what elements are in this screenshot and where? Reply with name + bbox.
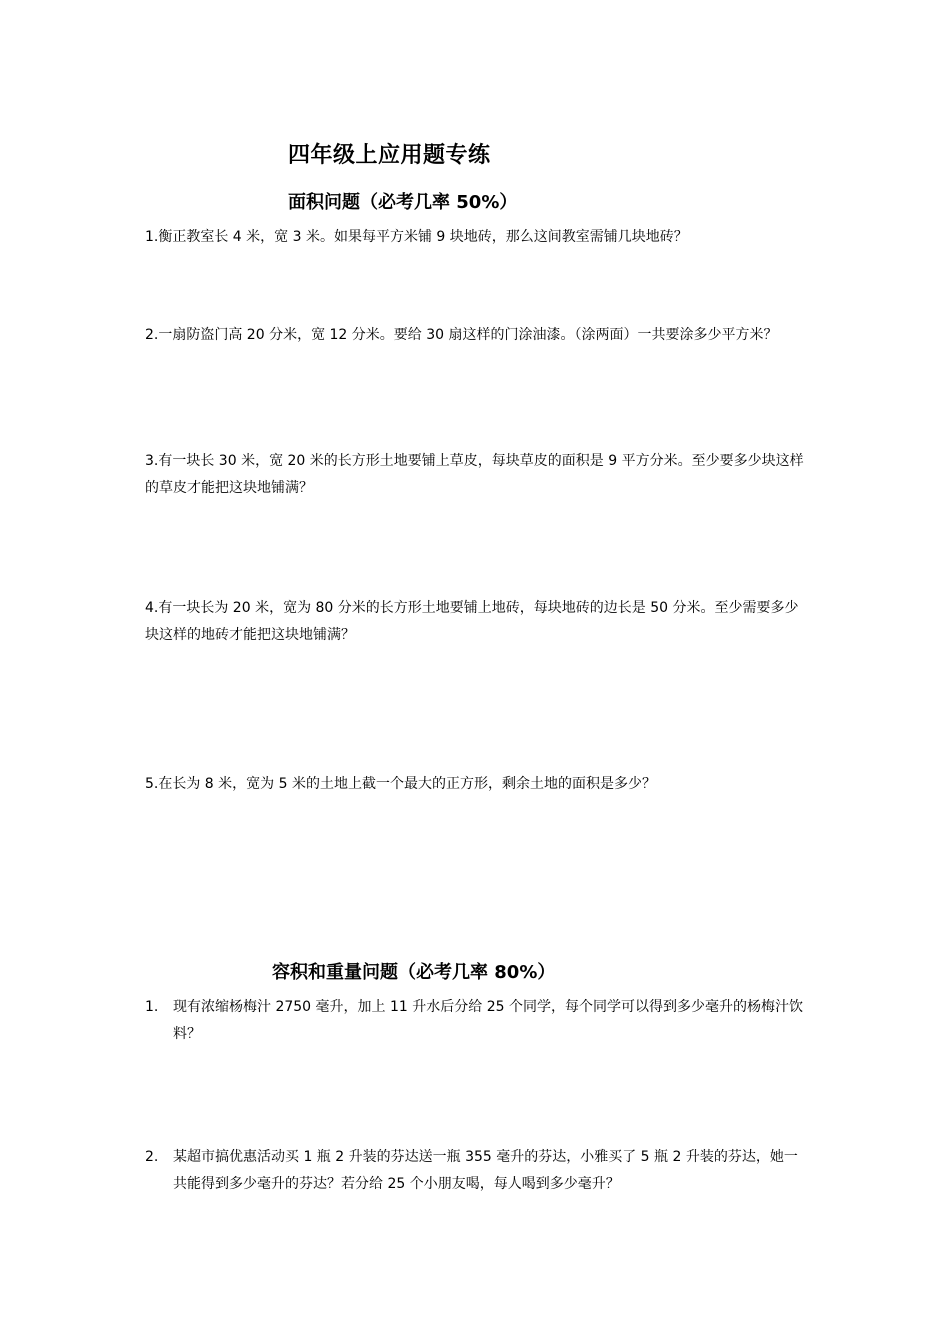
question-text: 某超市搞优惠活动买 1 瓶 2 升装的芬达送一瓶 355 毫升的芬达，小雅买了 5 瓶 2 升装的芬达，她一共能得到多少毫升的芬达？若分给 25 个小朋友喝，每人喝到多少毫升？ bbox=[173, 1149, 798, 1192]
question-number: 1. bbox=[145, 999, 159, 1015]
area-question-5: 5.在长为 8 米，宽为 5 米的土地上截一个最大的正方形，剩余土地的面积是多少？ bbox=[145, 776, 656, 792]
section-heading-volume-weight: 容积和重量问题（必考几率 80%） bbox=[272, 962, 556, 983]
page-title: 四年级上应用题专练 bbox=[288, 143, 491, 168]
area-question-2: 2.一扇防盗门高 20 分米，宽 12 分米。要给 30 扇这样的门涂油漆。（涂两面）一共要涂多少平方米？ bbox=[145, 327, 778, 343]
question-number: 2. bbox=[145, 1149, 159, 1165]
area-question-3: 3.有一块长 30 米，宽 20 米的长方形土地要铺上草皮，每块草皮的面积是 9 平方分米。至少要多少块这样的草皮才能把这块地铺满？ bbox=[145, 453, 804, 496]
volume-question-1 bbox=[145, 994, 810, 1048]
area-question-4: 4.有一块长为 20 米，宽为 80 分米的长方形土地要铺上地砖，每块地砖的边长是 50 分米。至少需要多少块这样的地砖才能把这块地铺满？ bbox=[145, 600, 799, 643]
volume-question-2 bbox=[145, 1144, 810, 1198]
section-heading-area: 面积问题（必考几率 50%） bbox=[288, 192, 518, 213]
area-question-1: 1.衡正教室长 4 米，宽 3 米。如果每平方米铺 9 块地砖，那么这间教室需铺几块地砖？ bbox=[145, 229, 688, 245]
question-text: 现有浓缩杨梅汁 2750 毫升，加上 11 升水后分给 25 个同学，每个同学可以得到多少毫升的杨梅汁饮料？ bbox=[173, 999, 803, 1042]
